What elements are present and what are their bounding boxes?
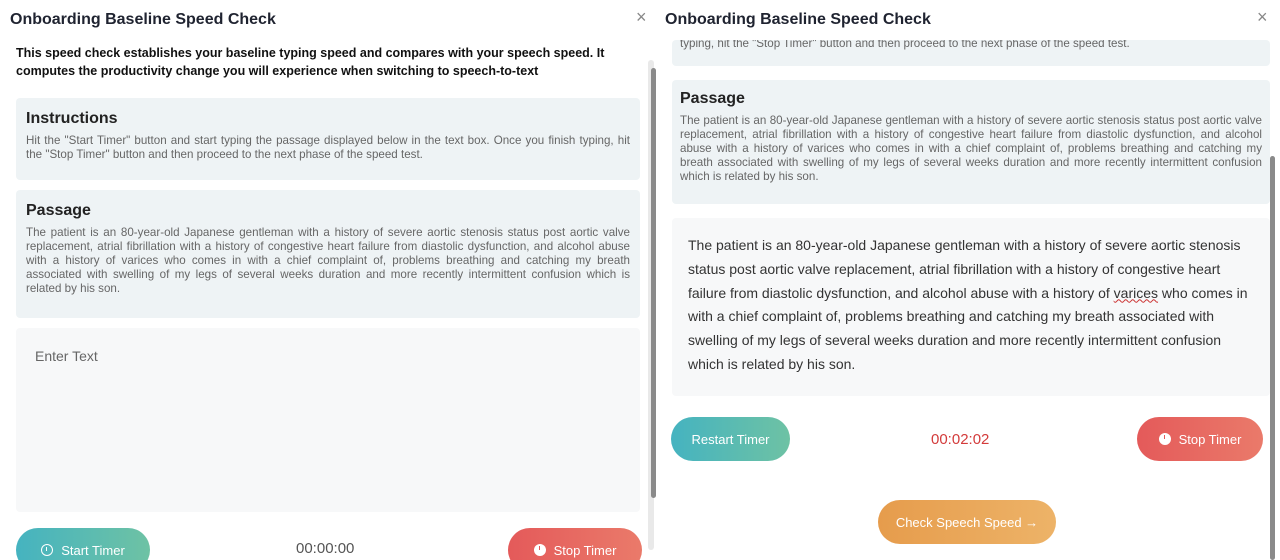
close-icon[interactable]: × (636, 7, 647, 27)
panel-title: Onboarding Baseline Speed Check (665, 11, 931, 28)
typed-text: The patient is an 80-year-old Japanese gentleman with a history of severe aortic stenosis status post aortic valve replacement, atrial fibrillation with a history of congestive heart failure from diastolic dysfunction, and alcohol abuse with a history of (688, 237, 1241, 301)
typing-input-placeholder: Enter Text (35, 348, 98, 364)
speed-check-panel-after (656, 0, 1280, 560)
timer-display: 00:02:02 (931, 431, 990, 448)
instructions-text: Hit the "Start Timer" button and start typing the passage displayed below in the text box. Once you finish typing, hit the "Stop Timer" button and then proceed to the next phase of the speed test. (26, 134, 630, 161)
instructions-heading: Instructions (26, 110, 118, 127)
start-timer-label: Start Timer (61, 542, 125, 558)
instructions-text-partial: typing, hit the "Stop Timer" button and then proceed to the next phase of the speed test. (680, 40, 1130, 50)
passage-heading: Passage (26, 202, 91, 219)
spellcheck-marked-word: varices (1113, 284, 1159, 301)
close-icon[interactable]: × (1257, 7, 1268, 27)
stop-timer-button[interactable] (508, 528, 642, 560)
check-speech-speed-button[interactable] (878, 500, 1056, 544)
scrollbar-thumb[interactable] (1270, 156, 1275, 560)
stop-timer-label: Stop Timer (553, 542, 617, 558)
panel-header (656, 0, 1280, 40)
timer-display: 00:00:00 (296, 540, 355, 557)
restart-timer-label: Restart Timer (691, 431, 770, 447)
panel-header (0, 0, 656, 40)
start-timer-button[interactable] (16, 528, 150, 560)
instructions-card (16, 98, 640, 180)
intro-text: This speed check establishes your baseline typing speed and compares with your speech speed. It computes the productivity change you will experience when switching to speech-to-text (16, 46, 605, 78)
typed-text-rest: who comes in with a chief complaint of, problems breathing and catching my breath associated with swelling of my legs of several weeks duration and more recently intermittent confusion which is related by his son. (688, 284, 1248, 372)
stop-timer-label: Stop Timer (1178, 431, 1242, 447)
passage-card (672, 80, 1270, 204)
passage-text: The patient is an 80-year-old Japanese gentleman with a history of severe aortic stenosis status post aortic valve replacement, atrial fibrillation with a history of congestive heart failure from diastolic dysfunction, and alcohol abuse with a history of varices who comes in with a chief complaint of, problems breathing and catching my breath associated with swelling of my legs of several weeks duration and more recently intermittent confusion which is related by his son. (680, 114, 1262, 183)
passage-card (16, 190, 640, 318)
restart-timer-button[interactable] (671, 417, 790, 461)
passage-text: The patient is an 80-year-old Japanese gentleman with a history of severe aortic stenosis status post aortic valve replacement, atrial fibrillation with a history of congestive heart failure from diastolic dysfunction, and alcohol abuse with a history of varices who comes in with a chief complaint of, problems breathing and catching my breath associated with swelling of my legs of several weeks duration and more recently intermittent confusion which is related by his son. (26, 226, 630, 295)
clock-icon (41, 544, 53, 556)
typing-input[interactable] (672, 218, 1270, 396)
passage-heading: Passage (680, 90, 745, 107)
instructions-card-partial (672, 40, 1270, 66)
clock-icon (1159, 433, 1171, 445)
clock-icon (534, 544, 546, 556)
stop-timer-button[interactable] (1137, 417, 1263, 461)
panel-title: Onboarding Baseline Speed Check (10, 11, 276, 28)
typing-input[interactable] (16, 328, 640, 512)
check-speech-speed-label: Check Speech Speed → (895, 514, 1039, 530)
